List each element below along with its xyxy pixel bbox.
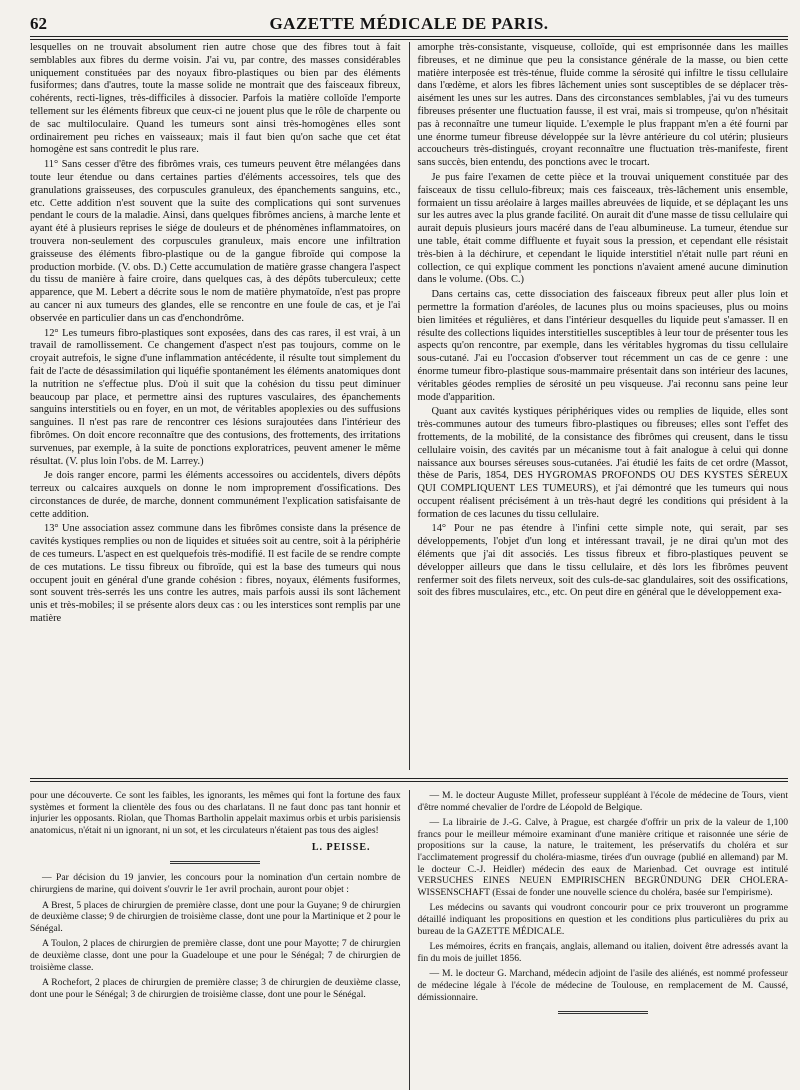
paragraph: Je pus faire l'examen de cette pièce et la trouvai uniquement constituée par des faisceaux de tissu cellulo-fibreux; mais ces faisceaux, très-lâchement unis ensemble, formaient un tissu aréolaire à larges mailles abreuvées de liquide, et se déplaçant les uns sur les autres avec la plus grande facilité. On aurait dit d'une masse de tissu cellulaire qui aurait depuis plusieurs jours macéré dans de l'eau albumineuse. La tumeur, étendue sur une table, était comme diffluente et fuyait sous la pression, et cependant elle résistait très-bien à la déchirure, et cependant le liquide interstitiel n'était nulle part réuni en collection, ce qui explique comment les ponctions n'avaient amené aucune diminution dans le volume. (Obs. C.) — [417, 171, 788, 286]
paragraph: amorphe très-consistante, visqueuse, colloïde, qui est emprisonnée dans les mailles fibreuses, et ne diminue que peu la consistance générale de la masse, ou bien cette matière interposée est très-ténue, fluide comme la sérosité qui infiltre le tissu cellulaire dans l'œdème, et alors les fibres lâchement unies sont susceptibles de se déplacer très-aisément les unes sur les autres. Dans des circonstances semblables, j'ai vu des tumeurs fibreuses présenter une fluctuation fausse, il est vrai, mais si trompeuse, qu'on n'hésitait pas à reconnaître une tumeur liquide. L'exemple le plus frappant m'en a été fourni par une énorme tumeur fibreuse développée sur la lèvre antérieure du col utérin; plusieurs accoucheurs très-distingués, croyant reconnaître une fluctuation très-manifeste, firent sans succès, bien entendu, des ponctions avec le trocart. — [417, 42, 788, 169]
paragraph: Quant aux cavités kystiques périphériques vides ou remplies de liquide, elles sont très-communes autour des tumeurs fibro-plastiques ou fibreuses; elles sont l'effet des frottements, de la mobilité, de la consistance des fibrômes qui creusent, dans le tissu cellulaire voisin, des cavités par un mécanisme tout à fait analogue à celui qui donne naissance aux bourses séreuses sous-cutanées. J'ai étudié les faits de cet ordre (Massot, thèse de Paris, 1854, DES HYGROMAS PROFONDS OU DES KYSTES SÉREUX QUI COMPLIQUENT LES TUMEURS), et j'ai démontré que les tumeurs qui nous occupent réalisent précisément à un très-haut degré les conditions qui président à la formation de ces lacunes du tissu cellulaire. — [417, 406, 788, 520]
paragraph: lesquelles on ne trouvait absolument rien autre chose que des fibres tout à fait semblables aux fibres du derme voisin. J'ai vu, par contre, des masses considérables uniquement constituées par des noyaux fibro-plastiques ou bien par des éléments fusiformes; dans d'autres, toute la masse solide ne montrait que des faisceaux fibreux, cohérents, recti-lignes, très-difficiles à dissocier. Parfois la matière colloïde l'emporte tellement sur les éléments fibreux que ceux-ci ne jouent plus que le rôle de charpente ou de sac multiloculaire. Quand les tumeurs sont ainsi très-homogènes elles sont ordinairement peu riches en vaisseaux; mais il faut bien qu'on sache que cet état homogène est sans contredit le plus rare. — [30, 42, 401, 156]
news-item: — M. le docteur Auguste Millet, professeur suppléant à l'école de médecine de Tours, vient d'être nommé chevalier de l'ordre de Léopold de Belgique. — [417, 790, 788, 813]
article-columns — [30, 42, 788, 770]
news-item: A Toulon, 2 places de chirurgien de première classe, dont une pour Mayotte; 7 de chirurgien de deuxième classe, dont une pour la Guadeloupe et une pour le Sénégal; 7 de chirurgien de troisième classe. — [30, 938, 401, 973]
news-column-right — [409, 790, 789, 1090]
running-title: GAZETTE MÉDICALE DE PARIS. — [269, 14, 549, 33]
end-separator — [558, 1011, 648, 1014]
news-item: — Par décision du 19 janvier, les concours pour la nomination d'un certain nombre de chirurgiens de marine, qui doivent s'ouvrir le 1er avril prochain, auront pour objet : — [30, 872, 401, 895]
news-item: — La librairie de J.-G. Calve, à Prague, est chargée d'offrir un prix de la valeur de 1,100 francs pour le meilleur mémoire examinant d'une manière critique et raisonnée une série de propositions sur la cause, la nature, le traitement, les préservatifs du choléra et sur l'acclimatement progressif du choléra-miasme, tirées d'un ouvrage (publié en allemand) par M. le docteur C.-J. Heidler) médecin des eaux de Marienbad. Cet ouvrage est intitulé VERSUCHES EINES NEUEN EMPIRISCHEN BEGRÜNDUNG DER CHOLERA-WISSENSCHAFT (Essai de fonder une nouvelle science du choléra, basée sur l'empirisme). — [417, 817, 788, 898]
author-signature: L. PEISSE. — [311, 842, 371, 854]
news-columns — [30, 790, 788, 1090]
header-rule — [30, 36, 788, 40]
paragraph: 12° Les tumeurs fibro-plastiques sont exposées, dans des cas rares, il est vrai, à un travail de ramollissement. Ce changement d'aspect n'est pas toujours, comme on le croyait autrefois, le signe d'une inflammation antécédente, il résulte tout simplement du fait de l'acte de désassimilation qui liquéfie spontanément les éléments anatomiques dont la nutrition ne s'effectue plus. D'où il suit que la cohésion du tissu peut diminuer beaucoup par place, et permettre ainsi des ruptures vasculaires, des épanchements sanguins interstitiels ou en foyer, en un mot, de véritables apoplexies ou des suffusions sanguines. Il n'est pas rare de rencontrer ces lésions surajoutées dans l'intérieur des fibrômes. On doit encore reconnaître que des contusions, des frottements, des irritations survenues, par exemple, à la suite de ponctions exploratrices, peuvent amener le même résultat. (V. plus loin l'obs. de M. Larrey.) — [30, 327, 401, 467]
feuilleton-ending: pour une découverte. Ce sont les faibles, les ignorants, les mêmes qui font la fortune des faux systèmes et forment la clientèle des fous ou des charlatans. Il ne faut donc pas tant honnir et injurier les opposants. Riolan, que Thomas Bartholin appelait maximus orbis et urbis parisiensis anatomicus, n'était ni un ignorant, ni un sot, et les circulateurs n'étaient pas tous des aigles! — [30, 790, 401, 836]
page-number: 62 — [30, 14, 47, 33]
news-item: A Brest, 5 places de chirurgien de première classe, dont une pour la Guyane; 9 de chirurgien de deuxième classe; 9 de chirurgien de troisième classe, dont une pour la Martinique et 2 pour le Sénégal. — [30, 899, 401, 934]
news-separator — [170, 861, 260, 864]
news-item: Les médecins ou savants qui voudront concourir pour ce prix trouveront un programme détaillé indiquant les propositions en question et les conditions plus particulières du prix au bureau de la GAZETTE MÉDICALE. — [417, 902, 788, 937]
news-item: A Rochefort, 2 places de chirurgien de première classe; 3 de chirurgien de deuxième classe, dont une pour le Sénégal; 3 de chirurgien de troisième classe, dont une pour le Sénégal. — [30, 977, 401, 1000]
paragraph: 11° Sans cesser d'être des fibrômes vrais, ces tumeurs peuvent être mélangées dans toute leur étendue ou dans certaines parties d'éléments accessoires, tels que des granulations graisseuses, des corpuscules granuleux, des épanchements sanguins, etc., etc. Cette addition n'est souvent que la suite des complications qui sont survenues pendant le cours de la maladie. Ainsi, dans quelques fibrômes anciens, à marche lente et ayant été à plusieurs reprises le siége de douleurs et de phénomènes inflammatoires, on trouvera non-seulement des corpuscules granuleux, mais encore une infiltration graisseuse des éléments fibro-plastique ou de la gangue fibroïde qui compose la production morbide. (V. obs. D.) Cette accumulation de matière grasse changera l'aspect du tissu de manière à faire croire, dans quelques cas, à des dépôts tuberculeux; cette apparence, que M. Lebert a décrite sous le nom de matière phymatoïde, n'est pas propre au cancer ni aux tumeurs des glandes, elle se rencontre en une foule de cas, et je l'ai observée en particulier dans un cas d'enchondrôme. — [30, 159, 401, 324]
paragraph: Dans certains cas, cette dissociation des faisceaux fibreux peut aller plus loin et permettre la formation d'aréoles, de lacunes plus ou moins spacieuses, plus ou moins bien limitées et régulières, et dans l'intérieur desquelles du liquide peut s'amasser. Il en résulte des collections liquides interstitielles susceptibles à leur tour de présenter tous les aspects qu'on rencontre, par exemple, dans les véritables hygromas du tissu cellulaire sous-cutané. J'ai eu l'occasion d'observer tout récemment un cas de ce genre : une énorme tumeur fibro-plastique sous-mammaire présentait dans son intérieur des lacunes, véritables géodes remplies de sérosité un peu visqueuse. J'ai reconnu sans peine leur mode d'apparition. — [417, 289, 788, 403]
news-item: — M. le docteur G. Marchand, médecin adjoint de l'asile des aliénés, est nommé professeur de médecine légale à l'école de médecine de Toulouse, en remplacement de M. Caussé, démissionnaire. — [417, 968, 788, 1003]
page-header — [30, 0, 788, 34]
paragraph: 14° Pour ne pas étendre à l'infini cette simple note, qui serait, par ses développements, l'objet d'un long et intéressant travail, je ne dirai qu'un mot des éléments que j'ai dit associés. Les tissus fibreux et fibro-plastiques peuvent se développer ailleurs que dans le tissu cellulaire, et dès lors les fibrômes peuvent renfermer soit des filets nerveux, soit des culs-de-sac glandulaires, soit des ossifications, soit des fibres musculaires, etc., etc. On peut dire en général que le développement exa- — [417, 523, 788, 599]
article-column-right — [409, 42, 789, 770]
news-item: Les mémoires, écrits en français, anglais, allemand ou italien, doivent être adressés avant la fin du mois de juillet 1856. — [417, 941, 788, 964]
article-column-left — [30, 42, 409, 770]
news-column-left — [30, 790, 409, 1090]
paragraph: 13° Une association assez commune dans les fibrômes consiste dans la présence de cavités kystiques remplies ou non de liquides et situées soit au centre, soit à la périphérie de ces tumeurs. L'aspect en est quelquefois très-modifié. Il est facile de se rendre compte de ces mutations. Le tissu fibreux ou fibroïde, qui est la base des tumeurs qui nous occupent jouit en général d'une grande cohésion : fibres, noyaux, éléments fusiformes, sont souvent très-serrés les uns contre les autres, mais parfois aussi ils sont lâchement unis et très-mobiles; il se présente alors deux cas : ou les interstices sont remplis par une matière — [30, 523, 401, 625]
section-divider — [30, 778, 788, 782]
paragraph: Je dois ranger encore, parmi les éléments accessoires ou accidentels, divers dépôts terreux ou calcaires auxquels on donne le nom improprement d'ossifications. Des circonstances de durée, de marche, donnent communément l'explication satisfaisante de cette addition. — [30, 470, 401, 520]
